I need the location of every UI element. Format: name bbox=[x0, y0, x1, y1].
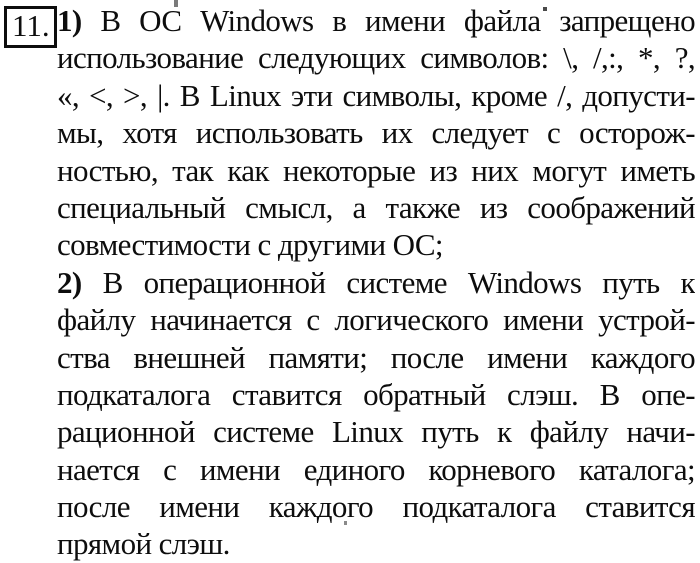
text-line: файлу начинается с логического имени устрой- bbox=[57, 302, 695, 338]
text-line: совместимости с другими ОС; bbox=[57, 227, 443, 263]
text-line: нается с имени единого корневого каталога; bbox=[57, 451, 695, 487]
text-line: ства внешней памяти; после имени каждого bbox=[57, 339, 695, 375]
item-number: 11. bbox=[12, 8, 50, 43]
text-line: специальный смысл, а также из соображений bbox=[57, 189, 695, 225]
line-text: В операционной системе Windows путь к bbox=[102, 264, 695, 300]
text-line: мы, хотя использовать их следует с осторож- bbox=[57, 115, 695, 151]
text-line: подкаталога ставится обратный слэш. В опе- bbox=[57, 376, 695, 412]
text-line: рационной системе Linux путь к файлу начи- bbox=[57, 414, 695, 450]
text-line: использование следующих символов: \, /,:, *, ?, bbox=[57, 40, 695, 76]
line-text: В ОС Windows в имени файла запрещено bbox=[100, 3, 695, 38]
text-line: прямой слэш. bbox=[57, 526, 230, 562]
text-line bbox=[57, 2, 695, 39]
text-line: после имени каждого подкаталога ставится bbox=[57, 489, 695, 525]
answer-text-block bbox=[0, 2, 700, 563]
list-item-marker: 1) bbox=[57, 3, 82, 38]
list-item-marker: 2) bbox=[57, 264, 82, 300]
text-line bbox=[57, 264, 695, 301]
text-line: «, <, >, |. В Linux эти символы, кроме /, допусти- bbox=[57, 77, 695, 113]
text-line: ностью, так как некоторые из них могут иметь bbox=[57, 152, 695, 188]
item-number-box bbox=[4, 6, 57, 48]
